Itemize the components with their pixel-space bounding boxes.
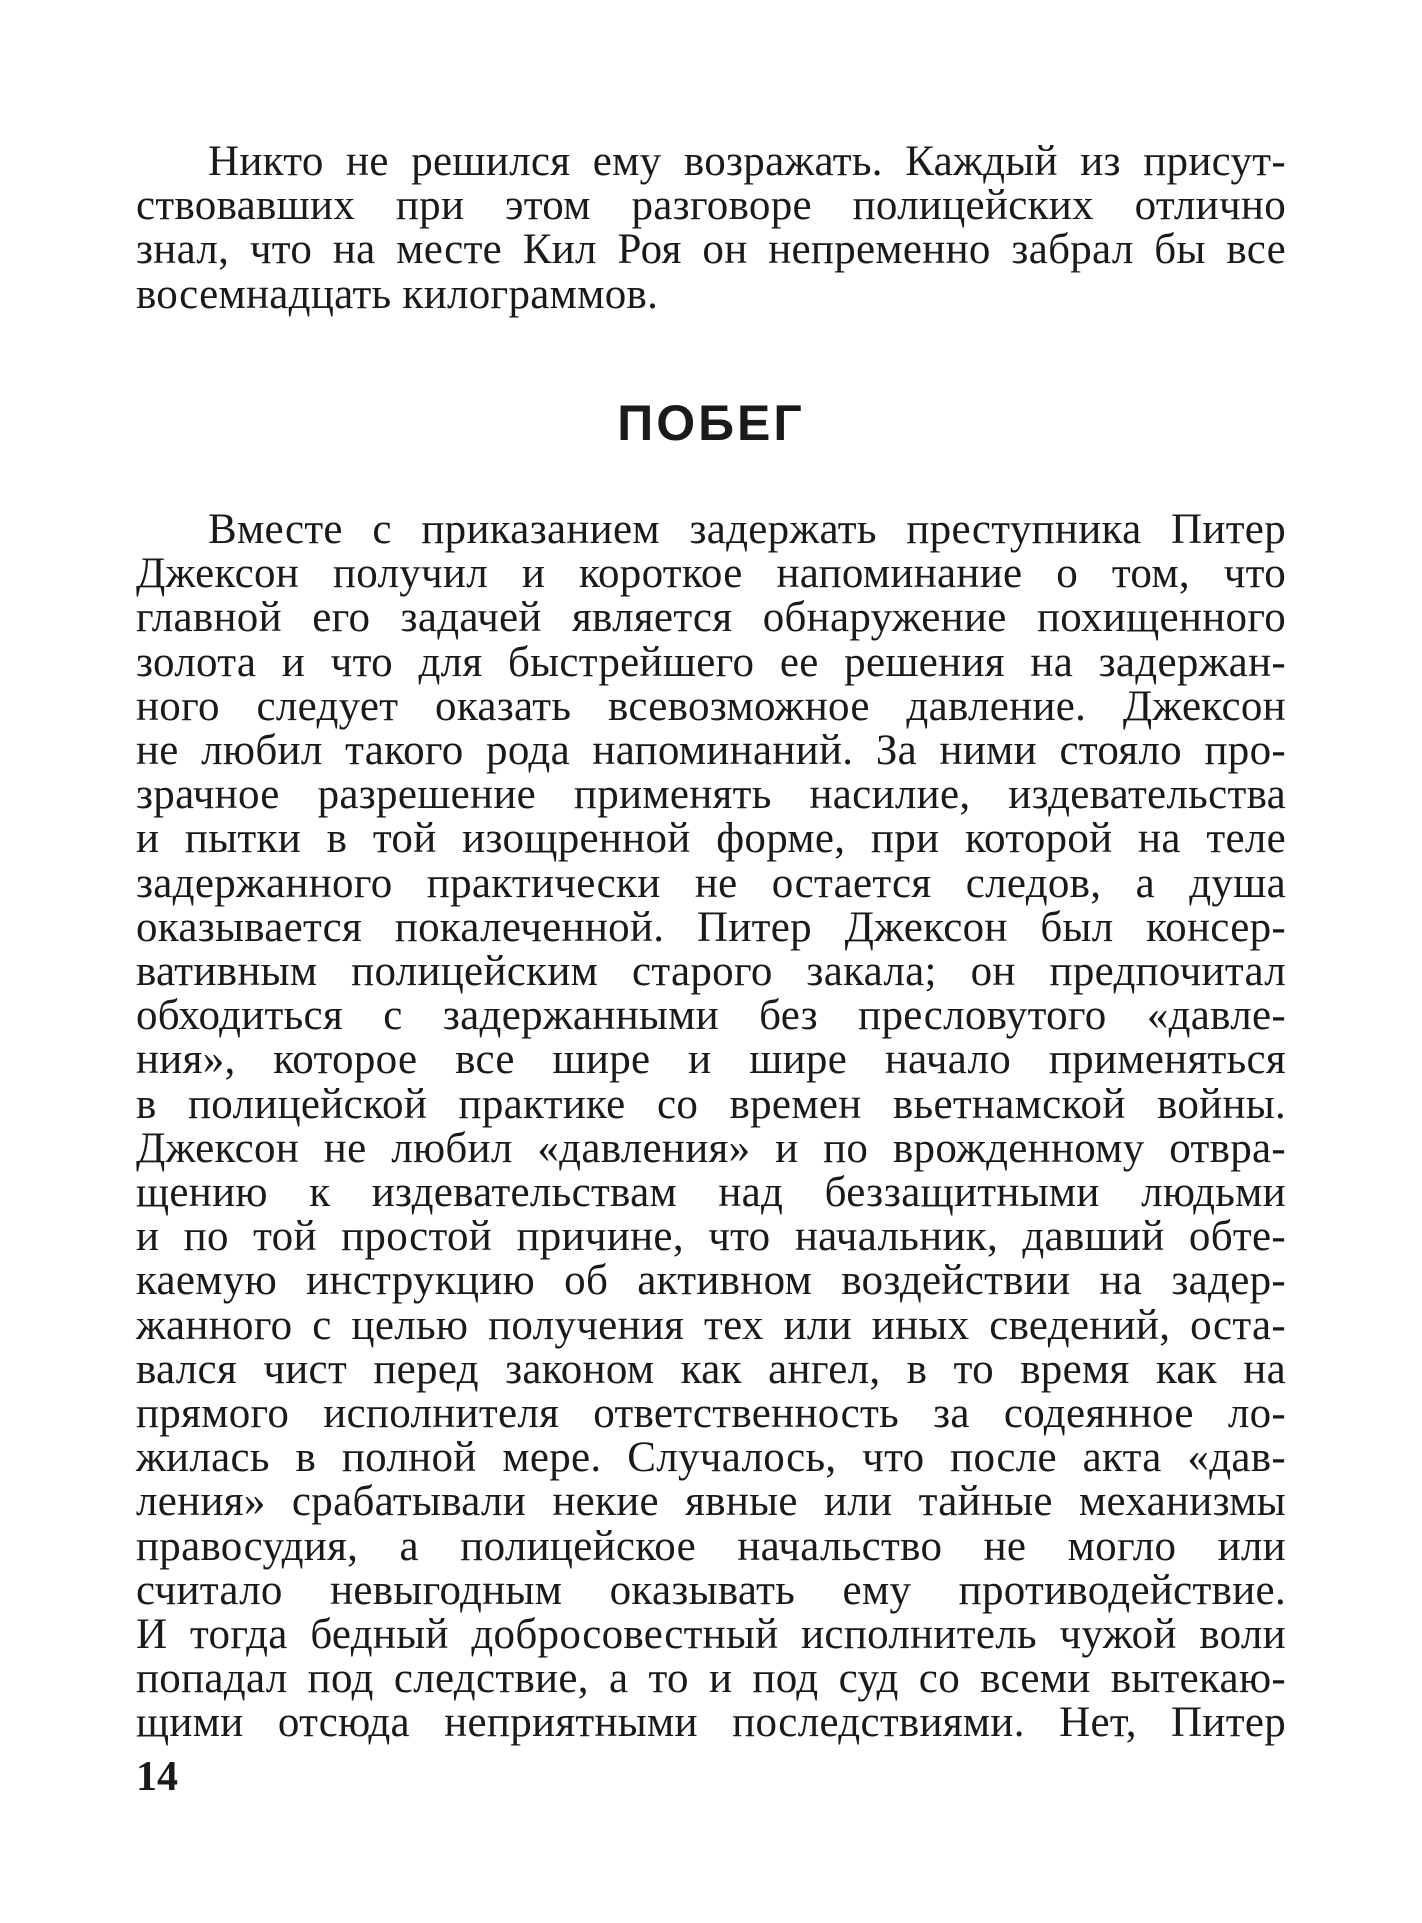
text-line: восемнадцать килограммов.: [136, 270, 659, 318]
text-line: щению к издевательствам над беззащитными людьми: [136, 1169, 1286, 1217]
text-line: Вместе с приказанием задержать преступника Питер: [208, 506, 1286, 553]
text-line: Джексон не любил «давления» и по врожденному отвра-: [136, 1124, 1286, 1172]
text-line: знал, что на месте Кил Роя он непременно забрал бы все: [136, 226, 1286, 274]
text-line: не любил такого рода напоминаний. За ними стояло про-: [136, 727, 1286, 775]
text-line: каемую инструкцию об активном воздействии на задер-: [136, 1257, 1286, 1305]
text-line: И тогда бедный добросовестный исполнитель чужой воли: [136, 1611, 1286, 1659]
text-line: и по той простой причине, что начальник, давший обте-: [136, 1213, 1286, 1261]
text-line: Джексон получил и короткое напоминание о том, что: [136, 550, 1286, 598]
text-line: попадал под следствие, а то и под суд со всеми вытекаю-: [136, 1655, 1286, 1703]
text-line: правосудия, а полицейское начальство не могло или: [136, 1522, 1286, 1570]
text-line: прямого исполнителя ответственность за содеянное ло-: [136, 1390, 1286, 1438]
text-line: ного следует оказать всевозможное давление. Джексон: [136, 682, 1286, 730]
text-line: щими отсюда неприятными последствиями. Нет, Питер: [136, 1699, 1286, 1747]
text-line: Никто не решился ему возражать. Каждый из присут-: [208, 138, 1286, 185]
text-line: жилась в полной мере. Случалось, что после акта «дав-: [136, 1434, 1286, 1482]
page-number: 14: [136, 1754, 178, 1800]
text-line: и пытки в той изощренной форме, при которой на теле: [136, 815, 1286, 863]
chapter-heading: ПОБЕГ: [617, 395, 805, 451]
text-line: жанного с целью получения тех или иных сведений, оста-: [136, 1301, 1286, 1349]
text-line: в полицейской практике со времен вьетнамской войны.: [136, 1080, 1286, 1128]
text-line: оказывается покалеченной. Питер Джексон был консер-: [136, 903, 1286, 951]
text-line: золота и что для быстрейшего ее решения на задержан-: [136, 638, 1286, 686]
text-line: считало невыгодным оказывать ему противодействие.: [136, 1566, 1286, 1614]
text-line: главной его задачей является обнаружение похищенного: [136, 594, 1286, 642]
text-line: вался чист перед законом как ангел, в то время как на: [136, 1345, 1286, 1393]
text-line: зрачное разрешение применять насилие, издевательства: [136, 771, 1286, 819]
text-line: задержанного практически не остается следов, а душа: [136, 859, 1286, 907]
text-line: ния», которое все шире и шире начало применяться: [136, 1036, 1286, 1084]
paragraph-chapter-body: [136, 508, 1286, 1746]
text-line: ствовавших при этом разговоре полицейских отлично: [136, 182, 1286, 230]
book-page: [136, 0, 1286, 1923]
text-line: обходиться с задержанными без пресловутого «давле-: [136, 992, 1286, 1040]
text-line: вативным полицейским старого закала; он предпочитал: [136, 948, 1286, 996]
text-line: ления» срабатывали некие явные или тайные механизмы: [136, 1478, 1286, 1526]
paragraph-previous-chapter-ending: [136, 140, 1286, 317]
